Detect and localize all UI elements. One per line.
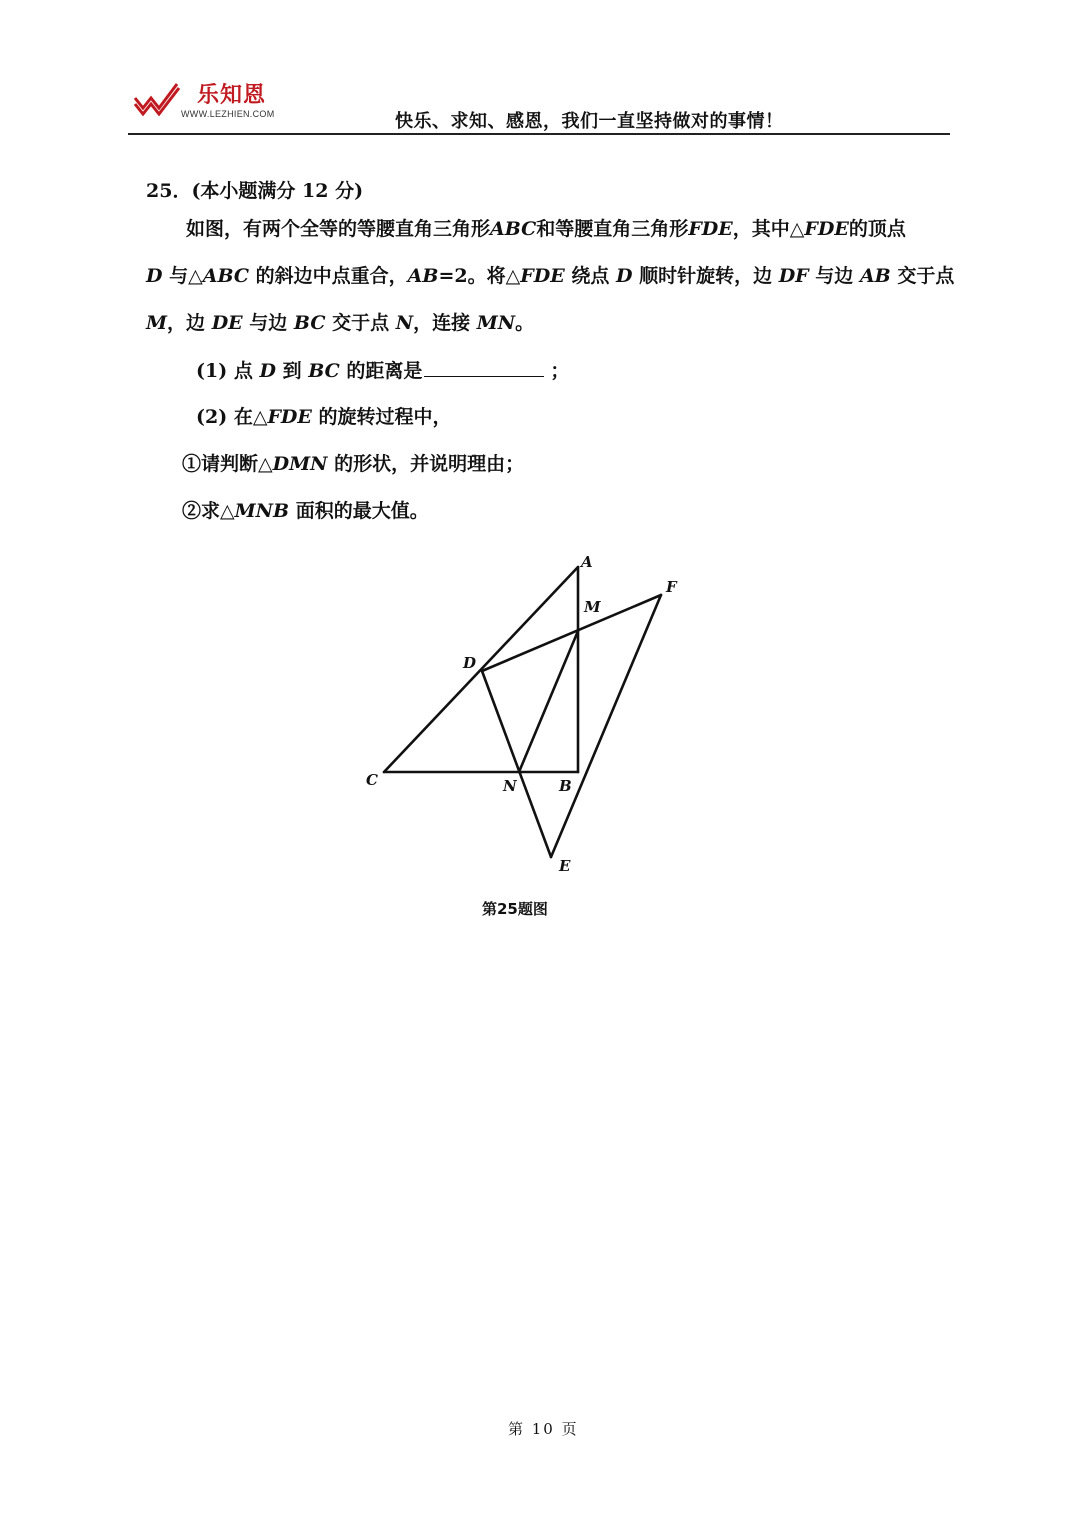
- label-N: N: [503, 777, 517, 795]
- logo-name: 乐知恩: [197, 83, 267, 108]
- logo-mark-icon: [133, 82, 181, 116]
- label-A: A: [581, 553, 593, 571]
- label-F: F: [666, 578, 677, 596]
- segment-AC: [384, 567, 578, 772]
- label-C: C: [366, 771, 378, 789]
- question-part1: (1) 点 D 到 BC 的距离是 ；: [196, 360, 570, 382]
- question-part2-2: ②求△MNB 面积的最大值。: [182, 500, 429, 522]
- label-E: E: [559, 857, 571, 875]
- question-paragraph-line1: 如图，有两个全等的等腰直角三角形ABC和等腰直角三角形FDE，其中△FDE的顶点: [186, 218, 906, 240]
- header-slogan: 快乐、求知、感恩，我们一直坚持做对的事情！: [395, 111, 784, 132]
- segment-DE: [482, 671, 551, 857]
- page-number: 第 10 页: [508, 1420, 579, 1438]
- question-paragraph-line2: D 与△ABC 的斜边中点重合，AB=2。将△FDE 绕点 D 顺时针旋转，边 DF 与边 AB 交于点: [146, 265, 955, 287]
- logo-url: WWW.LEZHIEN.COM: [181, 109, 275, 119]
- question-paragraph-line3: M，边 DE 与边 BC 交于点 N，连接 MN。: [146, 312, 535, 334]
- label-B: B: [559, 777, 572, 795]
- label-D: D: [463, 654, 477, 672]
- brand-logo: [133, 78, 283, 126]
- geometry-figure: [355, 545, 695, 880]
- figure-caption: 第25题图: [482, 900, 548, 918]
- label-M: M: [584, 598, 601, 616]
- header-divider: [128, 133, 950, 135]
- answer-blank: [424, 358, 544, 377]
- question-part2: (2) 在△FDE 的旋转过程中，: [196, 406, 452, 428]
- question-part2-1: ①请判断△DMN 的形状，并说明理由；: [182, 453, 525, 475]
- question-title: 25．(本小题满分 12 分): [146, 180, 364, 202]
